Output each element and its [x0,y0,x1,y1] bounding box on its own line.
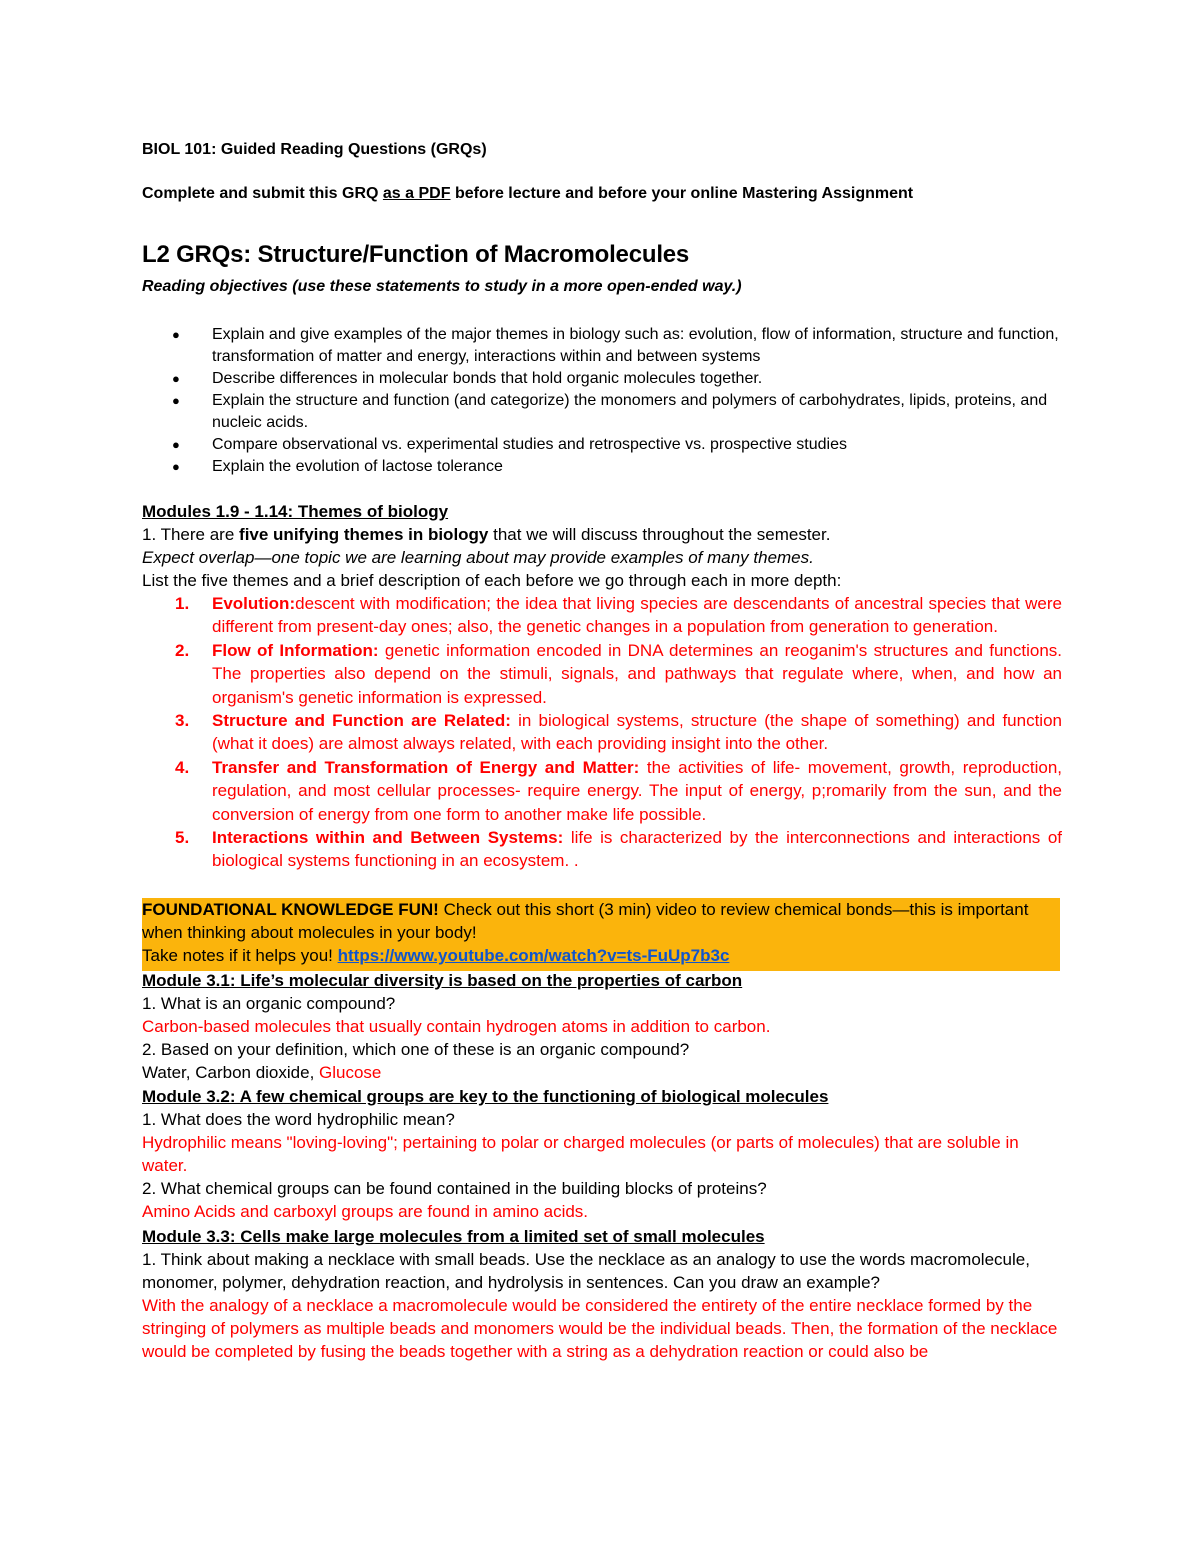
theme-item: 3. Structure and Function are Related: in biological systems, structure (the shape of something) and function (what it does) are almost always related, with each providing insight into the other. [175,711,1062,754]
module-3-1-q2: 2. Based on your definition, which one of these is an organic compound? [142,1040,690,1059]
module-3-3-heading: Module 3.3: Cells make large molecules from a limited set of small molecules [142,1227,765,1246]
objective-item: ● Explain and give examples of the major themes in biology such as: evolution, flow of information, structure and function, transformation of matter and energy, interactions within and between systems [172,326,1059,365]
objectives-heading: Reading objectives (use these statements to study in a more open-ended way.) [142,278,742,295]
modules-1-q1: 1. There are five unifying themes in biology that we will discuss throughout the semester. [142,525,831,544]
course-line: BIOL 101: Guided Reading Questions (GRQs) [142,141,487,158]
objective-item: ● Describe differences in molecular bonds that hold organic molecules together. [142,368,1062,390]
instr-part-a: Complete and submit this GRQ [142,185,383,202]
module-3-2-q2: 2. What chemical groups can be found contained in the building blocks of proteins? [142,1179,767,1198]
theme-item: 1. Evolution:descent with modification; the idea that living species are descendants of ancestral species that were different from present-day ones; also, the genetic changes in a population from generation to generation. [175,594,1062,637]
objective-item: ● Explain the evolution of lactose tolerance [142,456,1062,478]
module-3-2-section [142,1085,1062,1223]
module-3-2-heading: Module 3.2: A few chemical groups are key to the functioning of biological molecules [142,1087,829,1106]
page-title: L2 GRQs: Structure/Function of Macromolecules [142,241,690,268]
foundational-text: FOUNDATIONAL KNOWLEDGE FUN! Check out this short (3 min) video to review chemical bonds—this is important when thinking about molecules in your body! [142,900,1029,942]
module-3-1-a1: Carbon-based molecules that usually contain hydrogen atoms in addition to carbon. [142,1017,771,1036]
module-3-1-q1: 1. What is an organic compound? [142,994,396,1013]
modules-1-section [142,500,1062,873]
objective-item: ● Explain the structure and function (and categorize) the monomers and polymers of carbohydrates, lipids, proteins, and nucleic acids. [172,392,1048,431]
youtube-link[interactable]: https://www.youtube.com/watch?v=ts-FuUp7b3c [337,946,730,965]
module-3-3-a1: With the analogy of a necklace a macromolecule would be considered the entirety of the entire necklace formed by the stringing of polymers as multiple beads and monomers would be the individual beads. Then, the formation of the necklace would be completed by fusing the beads together with a string as a dehydration reaction or could also be [142,1296,1058,1361]
bullet-icon: ● [172,393,180,408]
foundational-knowledge-box [142,898,1060,971]
modules-1-heading: Modules 1.9 - 1.14: Themes of biology [142,502,449,521]
module-3-3-q1: 1. Think about making a necklace with small beads. Use the necklace as an analogy to use the words macromolecule, monomer, polymer, dehydration reaction, and hydrolysis in sentences. Can you draw an example? [142,1250,1030,1292]
objectives-list [142,324,1062,478]
module-3-2-q1: 1. What does the word hydrophilic mean? [142,1110,455,1129]
module-3-1-section [142,969,1062,1084]
module-3-2-a2: Amino Acids and carboxyl groups are found in amino acids. [142,1202,589,1221]
theme-item: 4. Transfer and Transformation of Energy and Matter: the activities of life- movement, growth, reproduction, regulation, and most cellular processes- require energy. The input of energy, p;romarily from the sun, and the conversion of energy from one form to another make life possible. [175,757,1062,824]
modules-1-note: Expect overlap—one topic we are learning about may provide examples of many themes. [142,548,814,567]
modules-1-instruction: List the five themes and a brief description of each before we go through each in more depth: [142,571,842,590]
theme-item: 5. Interactions within and Between Systems: life is characterized by the interconnections and interactions of biological systems functioning in an ecosystem. . [175,828,1062,871]
module-3-1-a2: Water, Carbon dioxide, Glucose [142,1063,382,1082]
bullet-icon: ● [172,327,180,342]
bullet-icon: ● [172,371,180,386]
instr-part-c: before lecture and before your online Mastering Assignment [450,185,914,202]
foundational-notes: Take notes if it helps you! https://www.youtube.com/watch?v=ts-FuUp7b3c [142,946,730,965]
themes-list [142,592,1062,873]
module-3-2-a1: Hydrophilic means "loving-loving"; pertaining to polar or charged molecules (or parts of molecules) that are soluble in water. [142,1133,1019,1175]
bullet-icon: ● [172,459,180,474]
bullet-icon: ● [172,437,180,452]
module-3-1-heading: Module 3.1: Life’s molecular diversity is based on the properties of carbon [142,971,743,990]
instr-pdf-underlined: as a PDF [382,185,451,202]
objective-item: ● Compare observational vs. experimental studies and retrospective vs. prospective studies [142,434,1062,456]
module-3-3-section [142,1225,1062,1363]
theme-item: 2. Flow of Information: genetic information encoded in DNA determines an reoganim's structures and functions. The properties also depend on the stimuli, signals, and pathways that regulate where, when, and how an organism's genetic information is expressed. [175,640,1063,707]
submission-instructions [142,185,913,203]
